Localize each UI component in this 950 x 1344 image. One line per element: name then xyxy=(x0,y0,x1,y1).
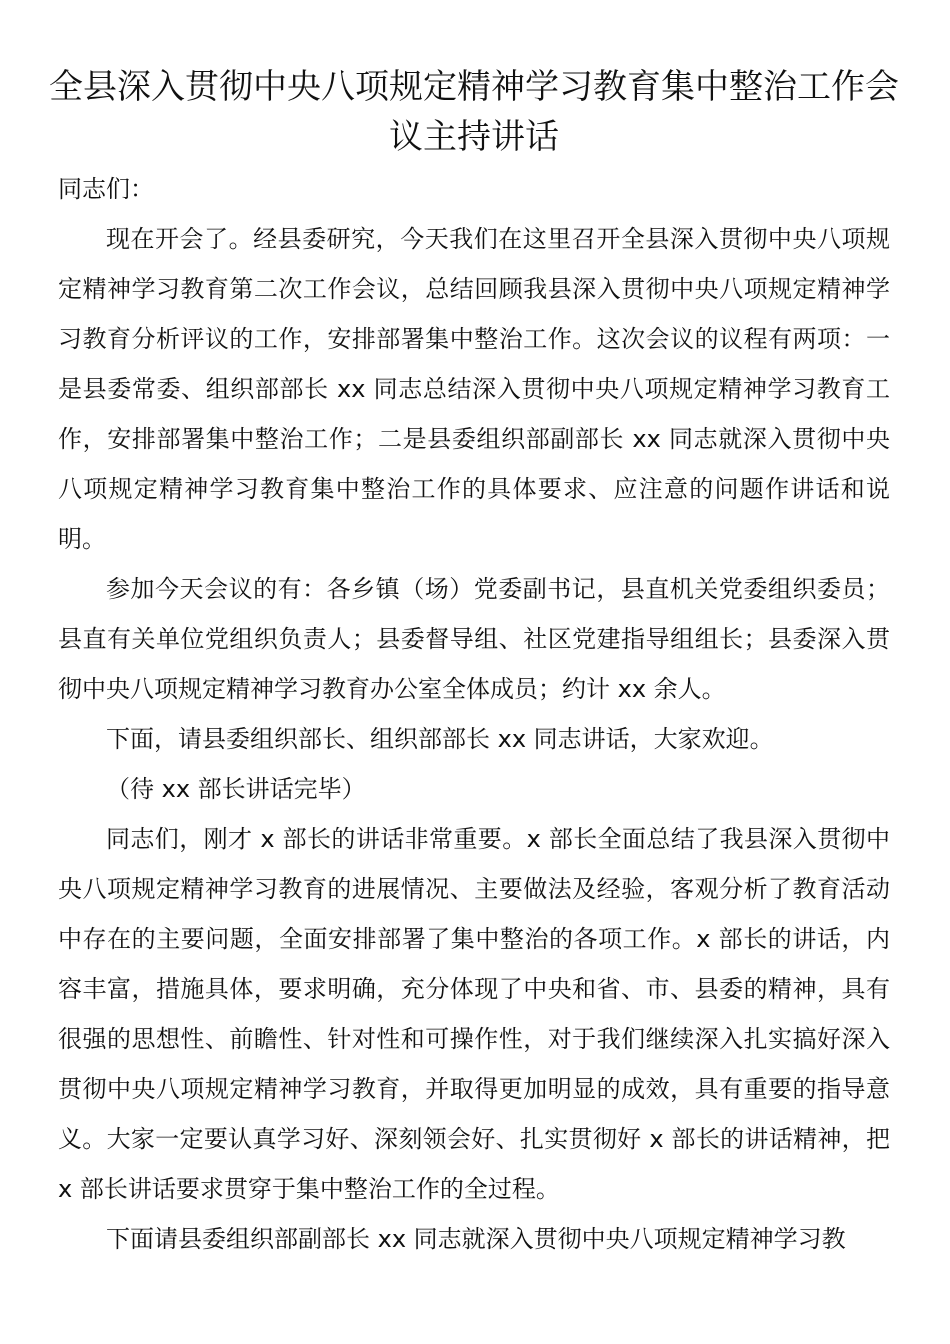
document-title: 全县深入贯彻中央八项规定精神学习教育集中整治工作会议主持讲话 xyxy=(49,67,899,157)
paragraph-invite-speech: 下面，请县委组织部长、组织部部长 xx 同志讲话，大家欢迎。 xyxy=(106,725,774,753)
salutation: 同志们： xyxy=(58,175,154,203)
paragraph-summary: 同志们，刚才 x 部长的讲话非常重要。x 部长全面总结了我县深入贯彻中央八项规定精神学习教育的进展情况、主要做法及经验，客观分析了教育活动中存在的主要问题，全面安排部署了集中整治的各项工作。x 部长的讲话，内容丰富，措施具体，要求明确，充分体现了中央和省、市、县委的精神，具有很强的思想性、前瞻性、针对性和可操作性，对于我们继续深入扎实搞好深入贯彻中央八项规定精神学习教育，并取得更加明显的成效，具有重要的指导意义。大家一定要认真学习好、深刻领会好、扎实贯彻好 x 部长的讲话精神，把 x 部长讲话要求贯穿于集中整治工作的全过程。 xyxy=(58,825,890,1203)
document-page xyxy=(49,62,899,1264)
paragraph-next-speaker: 下面请县委组织部副部长 xx 同志就深入贯彻中央八项规定精神学习教 xyxy=(106,1225,846,1253)
paragraph-opening: 现在开会了。经县委研究，今天我们在这里召开全县深入贯彻中央八项规定精神学习教育第二次工作会议，总结回顾我县深入贯彻中央八项规定精神学习教育分析评议的工作，安排部署集中整治工作。这次会议的议程有两项：一是县委常委、组织部部长 xx 同志总结深入贯彻中央八项规定精神学习教育工作，安排部署集中整治工作；二是县委组织部副部长 xx 同志就深入贯彻中央八项规定精神学习教育集中整治工作的具体要求、应注意的问题作讲话和说明。 xyxy=(58,225,890,553)
paragraph-attendees: 参加今天会议的有：各乡镇（场）党委副书记，县直机关党委组织委员；县直有关单位党组织负责人；县委督导组、社区党建指导组组长；县委深入贯彻中央八项规定精神学习教育办公室全体成员；约计 xx 余人。 xyxy=(58,575,890,703)
paragraph-stage-note: （待 xx 部长讲话完毕） xyxy=(106,775,366,803)
